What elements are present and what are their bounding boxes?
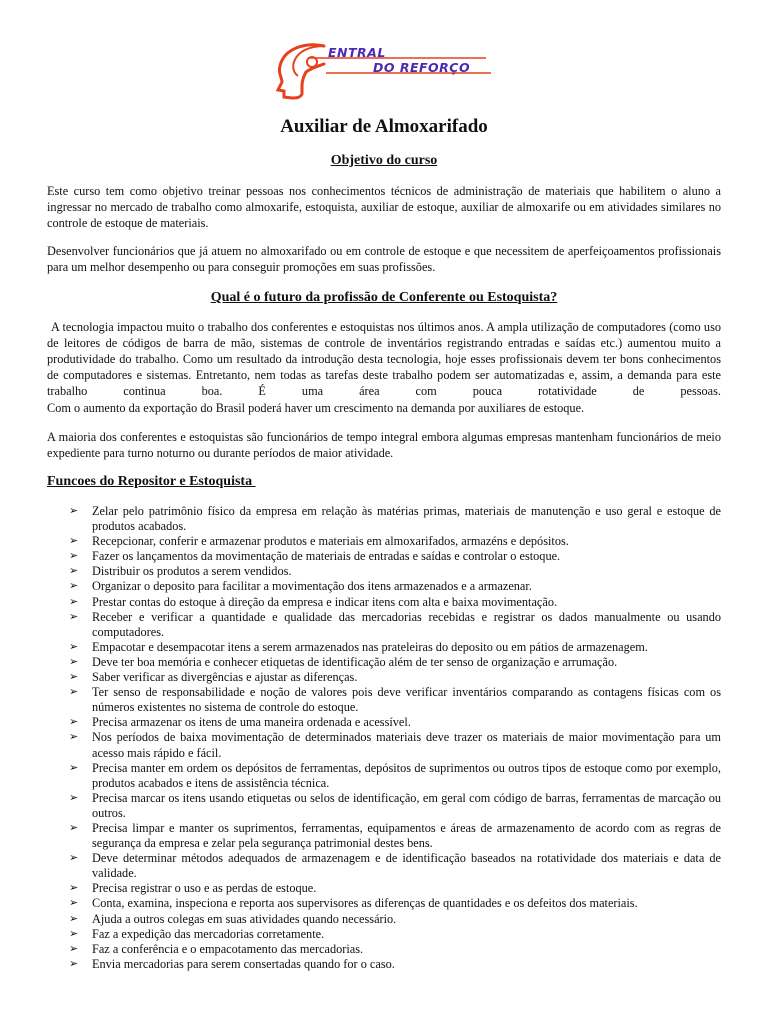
arrow-bullet-icon: ➢: [69, 640, 79, 653]
list-item: [47, 821, 721, 851]
list-item: [47, 655, 721, 670]
list-item-text: Faz a expedição das mercadorias corretamente.: [92, 926, 325, 941]
list-item: [47, 670, 721, 685]
list-item-text: Empacotar e desempacotar itens a serem armazenados nas prateleiras do deposito ou em pátios de armazenagem.: [92, 639, 648, 654]
list-item-text: Precisa registrar o uso e as perdas de estoque.: [92, 881, 317, 896]
futuro-paragraph-1-continuation: Com o aumento da exportação do Brasil poderá haver um crescimento na demanda por auxiliares de estoque.: [47, 401, 585, 415]
central-do-reforco-logo: [276, 40, 496, 100]
logo-line-2: DO REFORÇO: [373, 60, 471, 75]
list-item: [47, 881, 721, 896]
list-item-text: Deve ter boa memória e conhecer etiquetas de identificação além de ter senso de organização e arrumação.: [92, 654, 618, 669]
list-item-text: Precisa marcar os itens usando etiquetas ou selos de identificação, em geral com código de barras, ferramentas de marcação ou outros.: [92, 790, 721, 820]
objetivo-paragraph-1: Este curso tem como objetivo treinar pessoas nos conhecimentos técnicos de administração de materiais que habilitem o aluno a ingressar no mercado de trabalho como almoxarife, estoquista, auxiliar de estoque, auxiliar de almoxarife ou em atividades similares no controle de estoque de materiais.: [47, 184, 721, 231]
list-item: [47, 730, 721, 760]
list-item-text: Receber e verificar a quantidade e qualidade das mercadorias recebidas e registrar os dados manualmente ou usando computadores.: [92, 609, 721, 639]
arrow-bullet-icon: ➢: [69, 761, 79, 774]
funcoes-heading: Funcoes do Repositor e Estoquista: [47, 474, 256, 489]
arrow-bullet-icon: ➢: [69, 927, 79, 940]
futuro-paragraph-1: A tecnologia impactou muito o trabalho dos conferentes e estoquistas nos últimos anos. A ampla utilização de computadores (como uso de leitores de códigos de barra de mão, sistemas de controle de inventários registrando entradas e saídas etc.) aumentou muito a produtividade do trabalho. Como um resultado da introdução desta tecnologia, hoje esses profissionais devem ter bons conhecimentos de computadores e sistemas. Entretanto, nem todas as tarefas deste trabalho podem ser automatizadas e, assim, a demanda para este trabalho continua boa. É uma área com pouca rotatividade de pessoas.: [47, 320, 721, 399]
list-item-text: Nos períodos de baixa movimentação de determinados materiais deve trazer os materiais de maior movimentação para um acesso mais rápido e fácil.: [92, 730, 721, 760]
list-item-text: Precisa manter em ordem os depósitos de ferramentas, depósitos de suprimentos ou outros tipos de estoque como por exemplo, produtos acabados e itens de assistência técnica.: [92, 760, 721, 790]
list-item: [47, 912, 721, 927]
list-item: [47, 610, 721, 640]
arrow-bullet-icon: ➢: [69, 912, 79, 925]
futuro-heading: Qual é o futuro da profissão de Conferente ou Estoquista?: [210, 290, 558, 305]
list-item-text: Ajuda a outros colegas em suas atividades quando necessário.: [92, 911, 397, 926]
list-item: [47, 564, 721, 579]
arrow-bullet-icon: ➢: [69, 957, 79, 970]
list-item-text: Zelar pelo patrimônio físico da empresa em relação às matérias primas, materiais de manutenção e uso geral e estoque de produtos acabados.: [92, 504, 721, 534]
list-item-text: Recepcionar, conferir e armazenar produtos e materiais em almoxarifados, armazéns e depósitos.: [92, 534, 569, 549]
list-item: [47, 640, 721, 655]
arrow-bullet-icon: ➢: [69, 897, 79, 910]
list-item: [47, 595, 721, 610]
arrow-bullet-icon: ➢: [69, 882, 79, 895]
arrow-bullet-icon: ➢: [69, 610, 79, 623]
arrow-bullet-icon: ➢: [69, 852, 79, 865]
list-item: [47, 549, 721, 564]
list-item: [47, 896, 721, 911]
list-item: [47, 927, 721, 942]
list-item-text: Precisa limpar e manter os suprimentos, ferramentas, equipamentos e áreas de armazenamento de acordo com as regras de segurança da empresa e zelar pela segurança patrimonial destes bens.: [92, 820, 721, 851]
arrow-bullet-icon: ➢: [69, 535, 79, 548]
list-item: [47, 942, 721, 957]
list-item-text: Ter senso de responsabilidade e noção de valores pois deve verificar inventários comparando as contagens físicas com os números existentes no sistema de controle do estoque.: [92, 685, 721, 715]
list-item: [47, 791, 721, 821]
objetivo-paragraph-2: Desenvolver funcionários que já atuem no almoxarifado ou em controle de estoque e que necessitem de aperfeiçoamentos profissionais para um melhor desempenho ou para conseguir promoções em suas profissões.: [47, 244, 721, 275]
list-item-text: Deve determinar métodos adequados de armazenagem e de identificação baseados na rotatividade dos materiais e data de validade.: [92, 851, 721, 881]
arrow-bullet-icon: ➢: [69, 731, 79, 744]
arrow-bullet-icon: ➢: [69, 686, 79, 699]
document-title: Auxiliar de Almoxarifado: [280, 116, 488, 137]
list-item: [47, 579, 721, 594]
futuro-paragraph-2: A maioria dos conferentes e estoquistas são funcionários de tempo integral embora algumas empresas mantenham funcionários de meio expediente para turno noturno ou durante períodos de maior atividade.: [47, 430, 721, 461]
arrow-bullet-icon: ➢: [69, 671, 79, 684]
list-item-text: Prestar contas do estoque à direção da empresa e indicar itens com alta e baixa movimentação.: [92, 594, 558, 609]
list-item-text: Precisa armazenar os itens de uma maneira ordenada e acessível.: [92, 715, 411, 730]
arrow-bullet-icon: ➢: [69, 505, 79, 517]
list-item-text: Envia mercadorias para serem consertadas quando for o caso.: [92, 956, 395, 971]
list-item: [47, 504, 721, 534]
list-item-text: Conta, examina, inspeciona e reporta aos supervisores as diferenças de quantidades e os defeitos dos materiais.: [92, 896, 638, 911]
list-item: [47, 534, 721, 549]
arrow-bullet-icon: ➢: [69, 550, 79, 563]
arrow-bullet-icon: ➢: [69, 791, 79, 804]
logo-line-1: ENTRAL: [328, 45, 386, 60]
arrow-bullet-icon: ➢: [69, 942, 79, 955]
arrow-bullet-icon: ➢: [69, 716, 79, 729]
list-item-text: Organizar o deposito para facilitar a movimentação dos itens armazenados e a armazenar.: [92, 579, 532, 594]
list-item-text: Fazer os lançamentos da movimentação de materiais de entradas e saídas e controlar o estoque.: [92, 549, 561, 564]
objetivo-heading: Objetivo do curso: [330, 153, 438, 168]
list-item: [47, 761, 721, 791]
list-item: [47, 715, 721, 730]
arrow-bullet-icon: ➢: [69, 595, 79, 608]
funcoes-list: [47, 504, 721, 972]
arrow-bullet-icon: ➢: [69, 821, 79, 834]
list-item: [47, 957, 721, 972]
arrow-bullet-icon: ➢: [69, 565, 79, 578]
list-item: [47, 685, 721, 715]
arrow-bullet-icon: ➢: [69, 655, 79, 668]
list-item-text: Faz a conferência e o empacotamento das mercadorias.: [92, 941, 364, 956]
list-item: [47, 851, 721, 881]
arrow-bullet-icon: ➢: [69, 580, 79, 593]
list-item-text: Saber verificar as divergências e ajustar as diferenças.: [92, 670, 358, 685]
list-item-text: Distribuir os produtos a serem vendidos.: [92, 564, 292, 579]
